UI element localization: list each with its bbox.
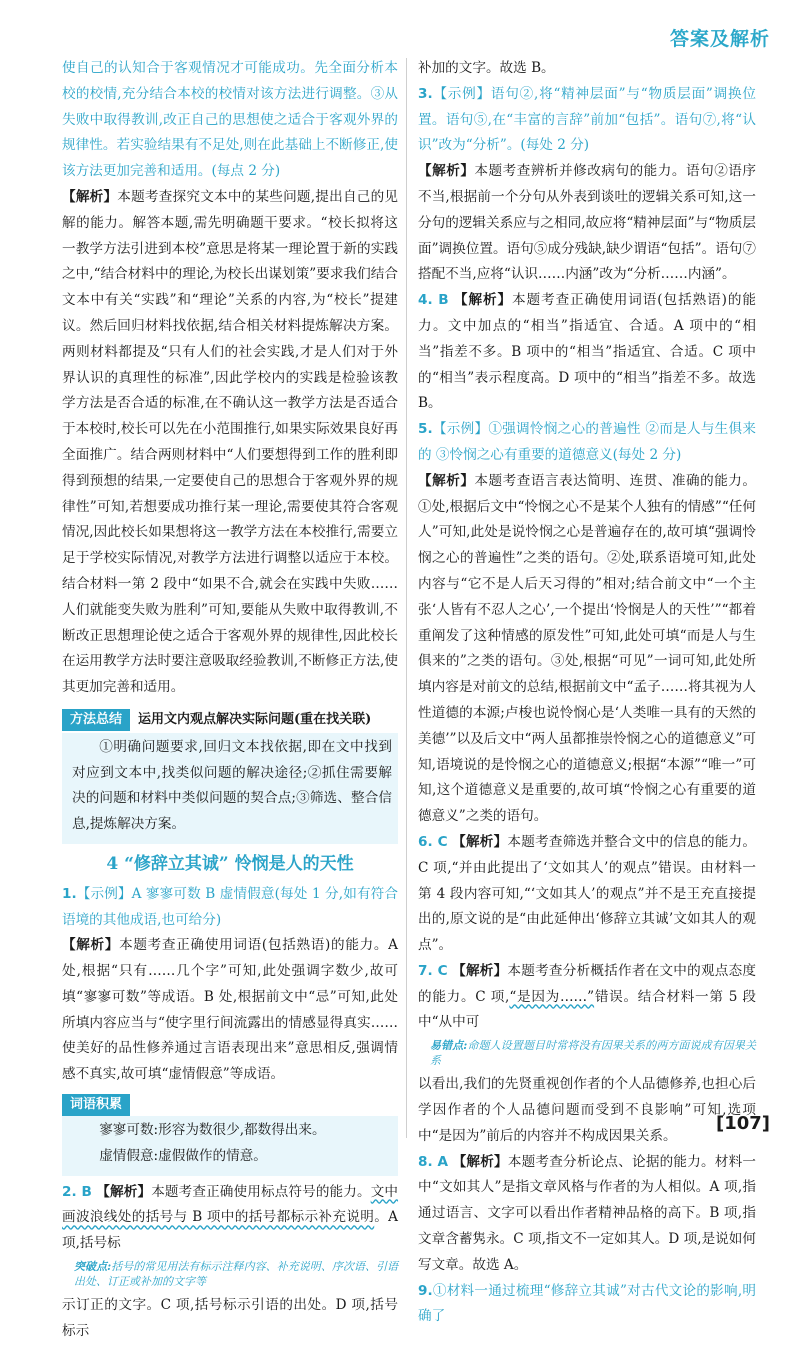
question-1-analysis xyxy=(62,933,398,1088)
question-number: 2. B xyxy=(62,1183,92,1200)
question-number: 6. C xyxy=(418,833,448,850)
analysis-text: 本题考查分析论点、论据的能力。材料一中“文如其人”是指文章风格与作者的为人相似。A 项,指通过语言、文字可以看出作者精神品格的高下。B 项,指文章含蓄隽永。C 项,指文不一定如其人。D 项,是说如何写文章。故选 A。 xyxy=(418,1153,757,1273)
question-4 xyxy=(418,288,756,417)
analysis-text: 本题考查分析概括作者在文中的观点态度的能力。C 项, xyxy=(418,962,757,1005)
question-2-continued: 示订正的文字。C 项,括号标示引语的出处。D 项,括号标示 xyxy=(62,1297,398,1339)
tip-note-lead: 易错点: xyxy=(430,1039,468,1053)
analysis-text: 本题考查筛选并整合文中的信息的能力。C 项,“并由此提出了‘文如其人’的观点”错误。由材料一第 4 段内容可知,“‘文如其人’的观点”并不是王充直接提出的,原文说的是“由此延伸出‘修辞立其诚’文如其人的观点”。 xyxy=(418,833,757,954)
right-column xyxy=(418,56,756,1330)
vocab-item: 虚情假意:虚假做作的情意。 xyxy=(99,1147,267,1164)
tip-note xyxy=(430,1038,756,1068)
analysis-tag: 【解析】 xyxy=(452,962,508,979)
question-number: 3. xyxy=(418,85,433,102)
prev-question-answer: 使自己的认知合于客观情况才可能成功。先全面分析本校的校情,充分结合本校的校情对该方法进行调整。③从失败中取得教训,改正自己的思想使之适合于客观外界的规律性。若实验结果有不足处,则在此基础上不断修正,使该方法更加完善和适用。(每点 2 分) xyxy=(62,60,398,180)
tip-note xyxy=(74,1259,398,1289)
column-divider xyxy=(406,58,407,1138)
question-number: 8. A xyxy=(418,1153,449,1170)
page-number: [107] xyxy=(715,1113,770,1134)
vocab-body xyxy=(62,1116,398,1176)
analysis-text: 本题考查语言表达简明、连贯、准确的能力。①处,根据后文中“怜悯之心不是某个人独有的情感”“任何人”可知,此处是说怜悯之心是普遍存在的,故可填“强调怜悯之心的普遍性”之类的语句。②处,联系语境可知,此处内容与“它不是人后天习得的”相对;结合前文中“一个主张‘人皆有不忍人之心’,一个提出‘怜悯是人的天性’”“都着重阐发了这种情感的原发性”可知,此处可填“而是人与生俱来的”之类的语句。③处,根据“可见”一词可知,此处所填内容是对前文的总结,根据前文中“孟子……将其视为人性道德的本源;卢梭也说怜悯心是‘人类唯一具有的天然的美德’”以及后文中“两人虽都推崇怜悯之心的道德意义”可知,语境说的是怜悯之心的道德意义;根据“本源”“唯一”可知,这个道德意义是重要的,故可填“怜悯之心有重要的道德意义”之类的语句。 xyxy=(418,472,757,825)
question-1 xyxy=(62,882,398,934)
question-3-analysis xyxy=(418,159,756,288)
question-answer: 【示例】①强调怜悯之心的普遍性 ②而是人与生俱来的 ③怜悯之心有重要的道德意义(每处 2 分) xyxy=(418,421,756,463)
tip-note-text: 命题人设置题目时常将没有因果关系的两方面说成有因果关系 xyxy=(430,1039,757,1068)
wavy-underlined-text: “是因为……” xyxy=(509,988,595,1005)
question-5 xyxy=(418,417,756,469)
analysis-text: 本题考查正确使用词语(包括熟语)的能力。A 处,根据“只有……几个字”可知,此处强调字数少,故可填“寥寥可数”等成语。B 处,根据前文中“忌”可知,此处所填内容应当与“使字里行间流露出的情感显得真实……使美好的品性修养通过言语表现出来”意思相反,强调情感不真实,故可填“虚情假意”等成语。 xyxy=(62,937,398,1083)
analysis-tag: 【解析】 xyxy=(62,937,120,954)
method-summary-head xyxy=(62,707,398,733)
question-number: 1. xyxy=(62,885,77,902)
question-2 xyxy=(62,1180,398,1257)
question-number: 7. C xyxy=(418,962,448,979)
question-6 xyxy=(418,830,756,959)
tip-note-lead: 突破点: xyxy=(74,1260,112,1274)
page-header: 答案及解析 xyxy=(669,28,770,50)
question-answer: 【示例】A 寥寥可数 B 虚情假意(每处 1 分,如有符合语境的其他成语,也可给分) xyxy=(62,885,398,928)
question-number: 9. xyxy=(418,1282,433,1299)
analysis-text: 。A 项,括号标 xyxy=(62,1209,398,1252)
analysis-tag: 【解析】 xyxy=(418,472,475,489)
analysis-tag: 【解析】 xyxy=(452,1153,508,1170)
analysis-text: 本题考查辨析并修改病句的能力。语句②语序不当,根据前一个分句从外表到谈吐的逻辑关系可知,这一分句的逻辑关系应与之相同,故应将“精神层面”与“物质层面”调换位置。语句⑤成分残缺,缺少谓语“包括”。语句⑦搭配不当,应将“认识……内涵”改为“分析……内涵”。 xyxy=(418,163,757,283)
method-summary-label: 方法总结 xyxy=(62,709,130,731)
vocab-head xyxy=(62,1094,398,1116)
question-7 xyxy=(418,959,756,1036)
method-summary-body: ①明确问题要求,回归文本找依据,即在文中找到对应到文本中,找类似问题的解决途径;②抓住需要解决的问题和材料中类似问题的契合点;③筛选、整合信息,提炼解决方案。 xyxy=(72,738,392,833)
analysis-text: 本题考查探究文本中的某些问题,提出自己的见解的能力。解答本题,需先明确题干要求。“校长拟将这一教学方法引进到本校”意思是将某一理论置于新的实践之中,“结合材料中的理论,为校长出谋划策”要求我们结合文本中有关“实践”和“理论”关系的内容,为“校长”提建议。然后回归材料找依据,结合相关材料提炼解决方案。两则材料都提及“只有人们的社会实践,才是人们对于外界认识的真理性的标准”,因此学校内的实践是检验该教学方法是否合适的标准,在不确认这一教学方法是否适合于本校时,校长可以先在小范围推行,如果实际效果良好再全面推广。结合两则材料中“人们要想得到工作的胜利即得到预想的结果,一定要使自己的思想合于客观外界的规律性”可知,若想要成功推行某一理论,需要使其符合客观情况,因此校长如果想将这一教学方法在本校推行,需要立足于学校实际情况,对教学方法进行调整以适应于本校。结合材料一第 2 段中“如果不合,就会在实践中失败……人们就能变失败为胜利”可知,要能从失败中取得教训,不断改正思想理论使之适合于客观外界的规律性,因此校长在运用教学方法时要注意吸取经验教训,不断修正方法,使其更加完善和适用。 xyxy=(62,188,398,696)
tip-note-text: 括号的常见用法有标示注释内容、补充说明、序次语、引语出处、订正或补加的文字等 xyxy=(74,1260,399,1289)
question-3 xyxy=(418,82,756,159)
question-number: 4. B xyxy=(418,292,449,309)
analysis-tag: 【解析】 xyxy=(453,292,513,309)
vocab-item: 寥寥可数:形容为数很少,都数得出来。 xyxy=(99,1122,326,1139)
wavy-underlined-text: 文中画波浪线处的括号与 B 项中的括号都标示补充说明 xyxy=(62,1183,399,1226)
question-8 xyxy=(418,1150,756,1279)
page-number-value: 107 xyxy=(724,1113,762,1134)
question-9 xyxy=(418,1279,756,1331)
analysis-text: 错误。结合材料一第 5 段中“从中可 xyxy=(418,988,756,1031)
method-summary-title: 运用文内观点解决实际问题(重在找关联) xyxy=(138,711,372,727)
question-answer: ①材料一通过梳理“修辞立其诚”对古代文论的影响,明确了 xyxy=(418,1282,756,1325)
question-7-continued: 以看出,我们的先贤重视创作者的个人品德修养,也担心后学因作者的个人品德问题而受到不良影响”可知,选项中“是因为”前后的内容并不构成因果关系。 xyxy=(418,1076,756,1144)
method-summary-box xyxy=(62,707,398,844)
analysis-tag: 【解析】 xyxy=(418,163,475,180)
analysis-tag: 【解析】 xyxy=(96,1183,152,1200)
analysis-text: 本题考查正确使用词语(包括熟语)的能力。文中加点的“相当”指适宜、合适。A 项中的“相当”指差不多。B 项中的“相当”指适宜、合适。C 项中的“相当”表示程度高。D 项中的“相当”指差不多。故选 B。 xyxy=(418,292,757,412)
section-title: 4 “修辞立其诚” 怜悯是人的天性 xyxy=(106,853,354,874)
question-5-analysis xyxy=(418,469,756,830)
question-answer: 【示例】语句②,将“精神层面”与“物质层面”调换位置。语句⑤,在“丰富的言辞”前加“包括”。语句⑦,将“认识”改为“分析”。(每处 2 分) xyxy=(418,85,756,154)
left-column xyxy=(62,56,398,1345)
analysis-text: 本题考查正确使用标点符号的能力。 xyxy=(151,1183,371,1200)
prev-question-analysis xyxy=(62,185,398,701)
question-2-end: 补加的文字。故选 B。 xyxy=(418,60,555,76)
question-number: 5. xyxy=(418,421,433,438)
vocab-label: 词语积累 xyxy=(62,1094,130,1116)
analysis-tag: 【解析】 xyxy=(62,188,118,205)
analysis-tag: 【解析】 xyxy=(452,833,508,850)
vocab-box xyxy=(62,1094,398,1176)
